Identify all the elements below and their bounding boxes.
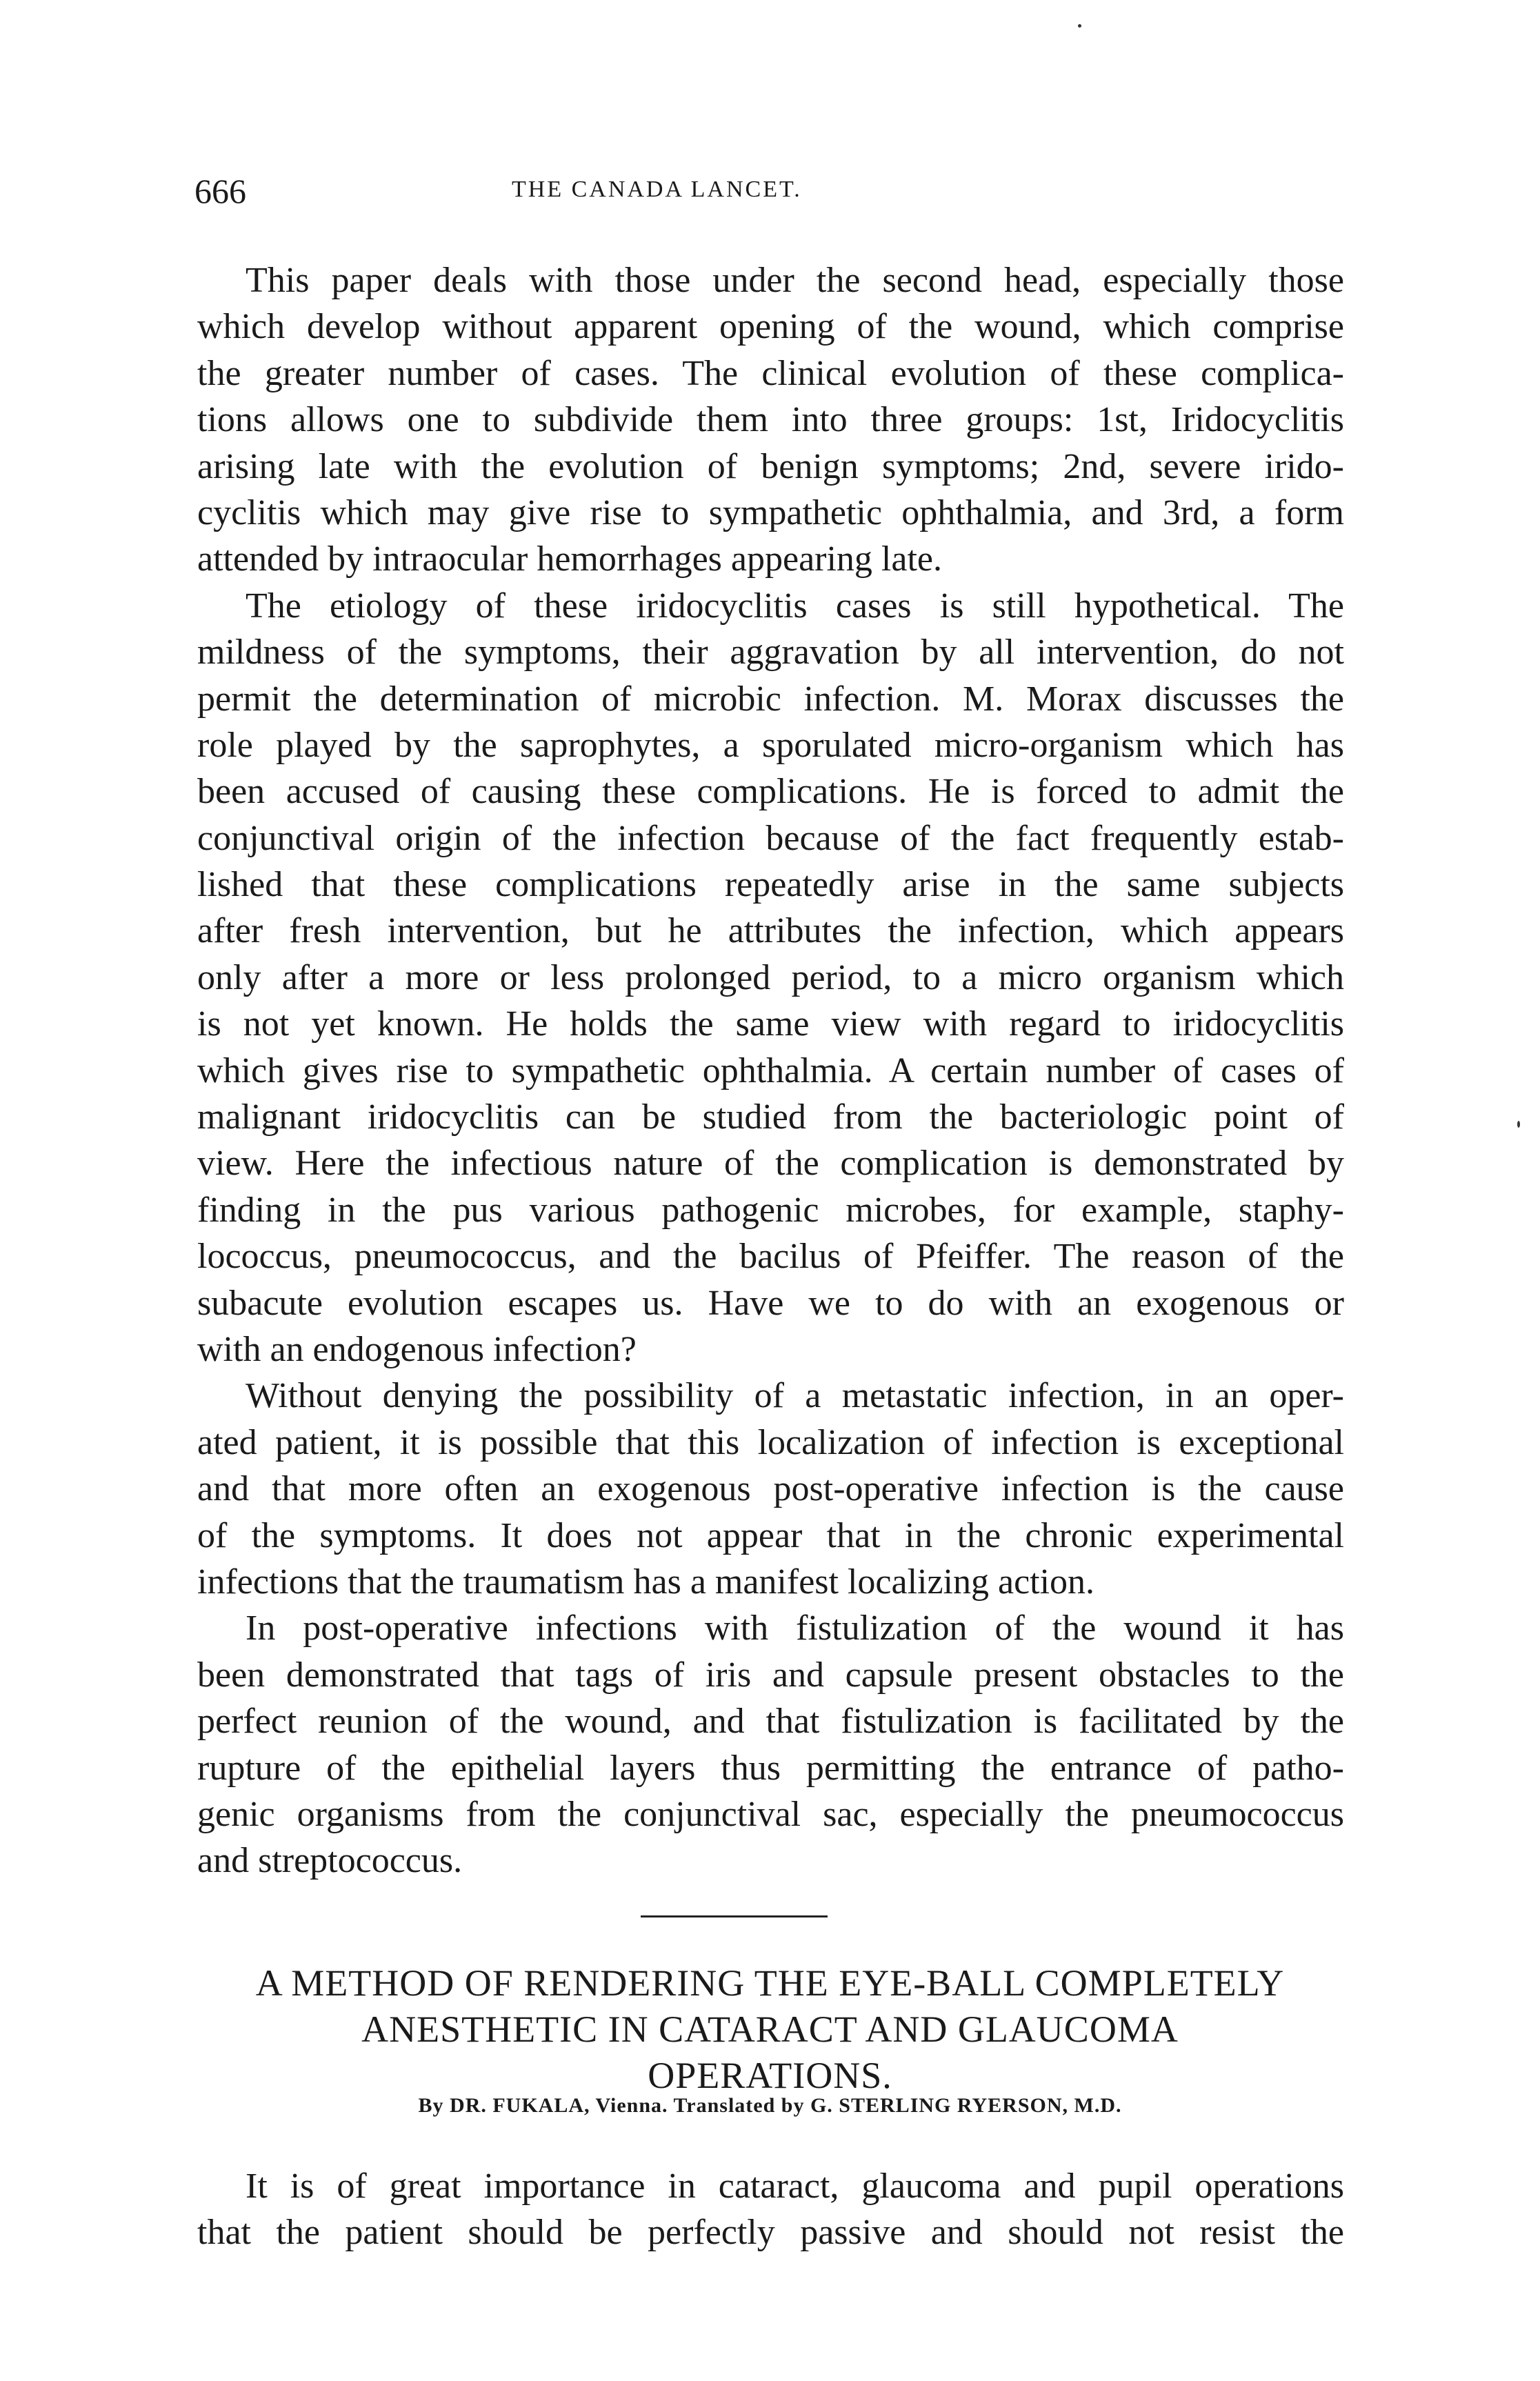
text-line: and that more often an exogenous post-operative infection is the cause (197, 1469, 1344, 1509)
text-line: of the symptoms. It does not appear that in the chronic experimental (197, 1515, 1344, 1555)
paragraph (197, 257, 1344, 583)
text-line: which develop without apparent opening of the wound, which comprise (197, 307, 1344, 347)
scan-speck (1078, 24, 1081, 28)
page-header (194, 171, 1346, 212)
text-line: genic organisms from the conjunctival sac, especially the pneumococcus (197, 1794, 1344, 1834)
text-line: tions allows one to subdivide them into three groups: 1st, Iridocyclitis (197, 400, 1344, 440)
text-line: that the patient should be perfectly passive and should not resist the (197, 2213, 1344, 2253)
text-line: perfect reunion of the wound, and that fistulization is facilitated by the (197, 1702, 1344, 1742)
paragraph (197, 1373, 1344, 1605)
text-line: Without denying the possibility of a metastatic infection, in an oper- (246, 1376, 1344, 1416)
scan-speck (1517, 1121, 1520, 1128)
text-line: attended by intraocular hemorrhages appearing late. (197, 539, 942, 579)
text-line: only after a more or less prolonged period, to a micro organism which (197, 957, 1344, 997)
text-line: malignant iridocyclitis can be studied from the bacteriologic point of (197, 1097, 1344, 1137)
text-line: In post-operative infections with fistulization of the wound it has (246, 1608, 1344, 1648)
text-line: the greater number of cases. The clinical evolution of these complica- (197, 353, 1344, 393)
running-head: THE CANADA LANCET. (512, 177, 802, 202)
text-line: mildness of the symptoms, their aggravation by all intervention, do not (197, 632, 1344, 673)
title-line: OPERATIONS. (648, 2055, 892, 2096)
text-line: after fresh intervention, but he attributes the infection, which appears (197, 911, 1344, 951)
paragraph (197, 583, 1344, 1373)
text-line: rupture of the epithelial layers thus permitting the entrance of patho- (197, 1748, 1344, 1788)
text-line: is not yet known. He holds the same view with regard to iridocyclitis (197, 1004, 1344, 1044)
paragraph (197, 1605, 1344, 1884)
text-line: been accused of causing these complications. He is forced to admit the (197, 772, 1344, 812)
text-line: finding in the pus various pathogenic microbes, for example, staphy- (197, 1190, 1344, 1230)
text-line: and streptococcus. (197, 1841, 463, 1881)
text-line: which gives rise to sympathetic ophthalmia. A certain number of cases of (197, 1050, 1344, 1090)
text-line: lished that these complications repeatedly arise in the same subjects (197, 865, 1344, 905)
text-line: The etiology of these iridocyclitis cases is still hypothetical. The (246, 586, 1344, 626)
text-line: This paper deals with those under the second head, especially those (246, 261, 1344, 300)
text-line: cyclitis which may give rise to sympathetic ophthalmia, and 3rd, a form (197, 492, 1344, 532)
text-line: role played by the saprophytes, a sporulated micro-organism which has (197, 725, 1344, 765)
text-line: view. Here the infectious nature of the complication is demonstrated by (197, 1144, 1344, 1184)
title-line: ANESTHETIC IN CATARACT AND GLAUCOMA (361, 2009, 1179, 2050)
title-line: A METHOD OF RENDERING THE EYE-BALL COMPLETELY (255, 1962, 1285, 2004)
article-paragraph (197, 2163, 1344, 2256)
text-line: conjunctival origin of the infection because of the fact frequently estab- (197, 818, 1344, 858)
text-line: been demonstrated that tags of iris and capsule present obstacles to the (197, 1655, 1344, 1695)
text-line: arising late with the evolution of benign symptoms; 2nd, severe irido- (197, 446, 1344, 486)
article-body (197, 257, 1344, 1884)
article-byline: By DR. FUKALA, Vienna. Translated by G. STERLING RYERSON, M.D. (418, 2094, 1122, 2117)
section-divider (641, 1915, 828, 1917)
text-line: infections that the traumatism has a manifest localizing action. (197, 1562, 1095, 1602)
text-line: It is of great importance in cataract, glaucoma and pupil operations (246, 2166, 1344, 2206)
article-title (124, 1960, 1416, 2099)
text-line: lococcus, pneumococcus, and the bacilus of Pfeiffer. The reason of the (197, 1237, 1344, 1277)
text-line: subacute evolution escapes us. Have we to do with an exogenous or (197, 1283, 1344, 1323)
text-line: ated patient, it is possible that this localization of infection is exceptional (197, 1422, 1344, 1462)
page-number: 666 (194, 172, 246, 210)
text-line: permit the determination of microbic infection. M. Morax discusses the (197, 679, 1344, 719)
text-line: with an endogenous infection? (197, 1329, 637, 1369)
